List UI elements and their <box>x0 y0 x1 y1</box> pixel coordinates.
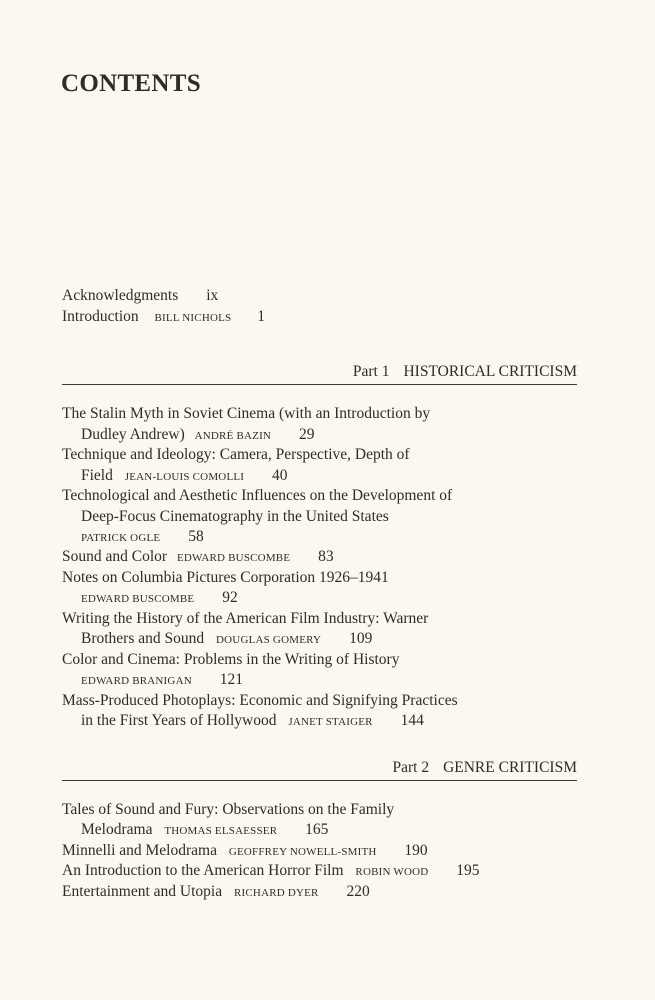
entry-title-line: Color and Cinema: Problems in the Writing of History <box>62 651 400 668</box>
entry-title-line: Minnelli and Melodrama GEOFFREY NOWELL-SMITH 190 <box>62 842 428 859</box>
entry-author: GEOFFREY NOWELL-SMITH <box>228 846 377 858</box>
entry-title: Acknowledgments <box>62 287 179 304</box>
entry-title-line: Melodrama THOMAS ELSAESSER 165 <box>81 821 329 838</box>
page-number: 144 <box>400 712 424 729</box>
entry-title-line: Writing the History of the American Film Industry: Warner <box>62 610 429 627</box>
entry-author: EDWARD BRANIGAN <box>81 675 192 687</box>
part-name: HISTORICAL CRITICISM <box>403 363 577 380</box>
page-number: 40 <box>272 467 288 484</box>
page-number: 109 <box>349 630 373 647</box>
entry-title-line: Notes on Columbia Pictures Corporation 1926–1941 <box>62 569 389 586</box>
page-number: 58 <box>188 528 204 545</box>
entry-title-line: The Stalin Myth in Soviet Cinema (with an Introduction by <box>62 405 431 422</box>
entry-title-line: in the First Years of Hollywood JANET STAIGER 144 <box>81 712 424 729</box>
entry-title-line: Tales of Sound and Fury: Observations on the Family <box>62 801 395 818</box>
page-number: 195 <box>456 862 480 879</box>
entry-title-line <box>81 670 243 691</box>
entry-author: EDWARD BUSCOMBE <box>176 552 291 564</box>
entry-title-line: Sound and Color EDWARD BUSCOMBE 83 <box>62 548 334 565</box>
entry-title-line: An Introduction to the American Horror Film ROBIN WOOD 195 <box>62 862 480 879</box>
entry-title-line: Technique and Ideology: Camera, Perspective, Depth of <box>62 446 410 463</box>
page-number: 190 <box>404 842 428 859</box>
part-number: Part 1 <box>352 363 390 380</box>
entry-title-line: Technological and Aesthetic Influences on the Development of <box>62 487 453 504</box>
page-number: 83 <box>318 548 334 565</box>
entry-title-line: Deep-Focus Cinematography in the United States <box>81 508 389 525</box>
part-name: GENRE CRITICISM <box>443 759 577 776</box>
entry-title: Introduction <box>62 308 139 325</box>
entry-title-line: Mass-Produced Photoplays: Economic and Signifying Practices <box>62 692 458 709</box>
entry-title-line: Field JEAN-LOUIS COMOLLI 40 <box>81 467 288 484</box>
entry-author: EDWARD BUSCOMBE <box>81 593 195 605</box>
part-rule-1 <box>62 384 577 385</box>
part-heading-1 <box>353 363 577 381</box>
page-number: 92 <box>222 589 238 606</box>
toc-entry-acknowledgments[interactable] <box>62 286 218 306</box>
entry-title-line: Dudley Andrew) ANDRÉ BAZIN 29 <box>81 426 315 443</box>
entry-author: JANET STAIGER <box>288 716 373 728</box>
entry-author: THOMAS ELSAESSER <box>164 825 278 837</box>
page-number: 220 <box>346 883 370 900</box>
entry-author: JEAN-LOUIS COMOLLI <box>124 471 245 483</box>
entry-author: RICHARD DYER <box>234 887 319 899</box>
toc-entry-introduction[interactable] <box>62 307 265 328</box>
entry-title-line <box>81 527 204 548</box>
part-heading-2 <box>392 759 577 777</box>
page-title: CONTENTS <box>61 70 201 97</box>
entry-title-line: Entertainment and Utopia RICHARD DYER 220 <box>62 883 370 900</box>
page-number: 1 <box>257 308 265 325</box>
part-number: Part 2 <box>392 759 430 776</box>
entry-author: ANDRÉ BAZIN <box>194 430 272 442</box>
entry-author: ROBIN WOOD <box>355 866 429 878</box>
part-rule-2 <box>62 780 577 781</box>
page-number: 165 <box>305 821 329 838</box>
page-number: 121 <box>219 671 243 688</box>
entry-author: PATRICK OGLE <box>81 532 161 544</box>
page-number: ix <box>206 287 219 304</box>
entry-title-line: Brothers and Sound DOUGLAS GOMERY 109 <box>81 630 373 647</box>
entry-author: DOUGLAS GOMERY <box>216 634 322 646</box>
page-number: 29 <box>298 426 315 443</box>
entry-author: BILL NICHOLS <box>154 312 232 324</box>
entry-title-line <box>81 588 238 609</box>
